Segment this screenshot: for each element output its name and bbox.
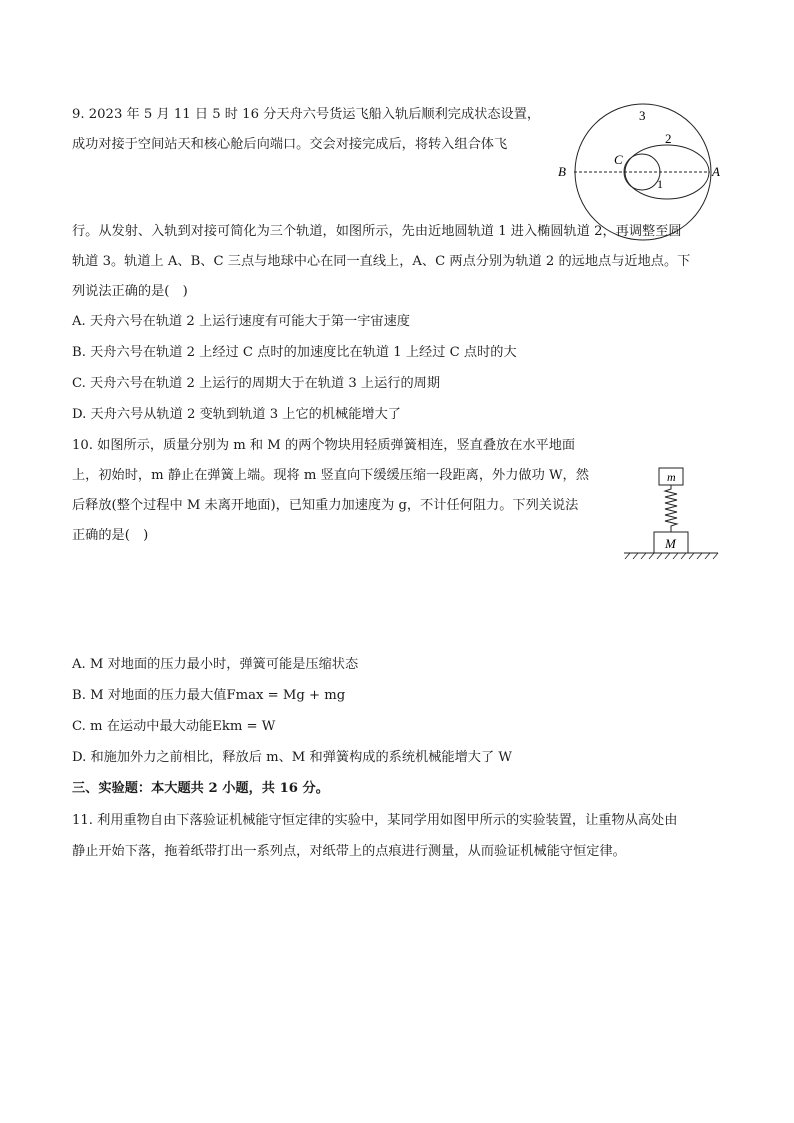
section-3-heading: 三、实验题：本大题共 2 小题，共 16 分。	[72, 781, 329, 796]
q9-option-c: C. 天舟六号在轨道 2 上运行的周期大于在轨道 3 上运行的周期	[72, 376, 441, 391]
label-orbit-2: 2	[665, 131, 672, 146]
q10-option-c: C. m 在运动中最大动能Ekm = W	[72, 719, 276, 734]
q10-option-b: B. M 对地面的压力最大值Fmax = Mg + mg	[72, 688, 346, 703]
label-point-C: C	[614, 152, 623, 167]
label-point-A: A	[712, 164, 720, 179]
q9-text-line-2: 成功对接于空间站天和核心舱后向端口。交会对接完成后，将转入组合体飞	[72, 137, 508, 152]
ground-hatching	[625, 553, 718, 559]
q10-option-d: D. 和施加外力之前相比，释放后 m、M 和弹簧构成的系统机械能增大了 W	[72, 750, 512, 765]
q9-option-a: A. 天舟六号在轨道 2 上运行速度有可能大于第一宇宙速度	[72, 314, 410, 329]
q9-option-b: B. 天舟六号在轨道 2 上经过 C 点时的加速度比在轨道 1 上经过 C 点时的大	[72, 345, 517, 360]
q11-text-line-2: 静止开始下落，拖着纸带打出一系列点，对纸带上的点痕进行测量，从而验证机械能守恒定律。	[72, 844, 626, 859]
label-orbit-1: 1	[657, 177, 663, 191]
q9-text-line-4: 轨道 3。轨道上 A、B、C 三点与地球中心在同一直线上，A、C 两点分别为轨道 2 的远地点与近地点。下	[72, 254, 691, 269]
label-block-m: m	[667, 470, 676, 484]
q10-text-line-2: 上，初始时，m 静止在弹簧上端。现将 m 竖直向下缓缓压缩一段距离，外力做功 W，然	[72, 468, 589, 483]
q10-text-line-1: 10. 如图所示，质量分别为 m 和 M 的两个物块用轻质弹簧相连，竖直叠放在水平地面	[72, 438, 576, 453]
q9-text-line-5: 列说法正确的是( )	[72, 284, 188, 299]
q11-text-line-1: 11. 利用重物自由下落验证机械能守恒定律的实验中，某同学用如图甲所示的实验装置，让重物从高处由	[72, 813, 678, 828]
label-point-B: B	[558, 164, 566, 179]
spring	[665, 485, 677, 532]
spring-block-diagram	[622, 462, 722, 566]
q10-option-a: A. M 对地面的压力最小时，弹簧可能是压缩状态	[72, 657, 359, 672]
q9-text-line-1: 9. 2023 年 5 月 11 日 5 时 16 分天舟六号货运飞船入轨后顺利完成状态设置，	[72, 107, 541, 122]
q9-text-line-3: 行。从发射、入轨到对接可简化为三个轨道，如图所示，先由近地圆轨道 1 进入椭圆轨道 2，再调整至圆	[72, 224, 682, 239]
label-block-M: M	[665, 536, 676, 551]
q10-text-line-4: 正确的是( )	[72, 528, 149, 543]
q10-text-line-3: 后释放(整个过程中 M 未离开地面)，已知重力加速度为 g，不计任何阻力。下列关说法	[72, 498, 579, 513]
label-orbit-3: 3	[639, 108, 646, 123]
q9-option-d: D. 天舟六号从轨道 2 变轨到轨道 3 上它的机械能增大了	[72, 407, 401, 422]
